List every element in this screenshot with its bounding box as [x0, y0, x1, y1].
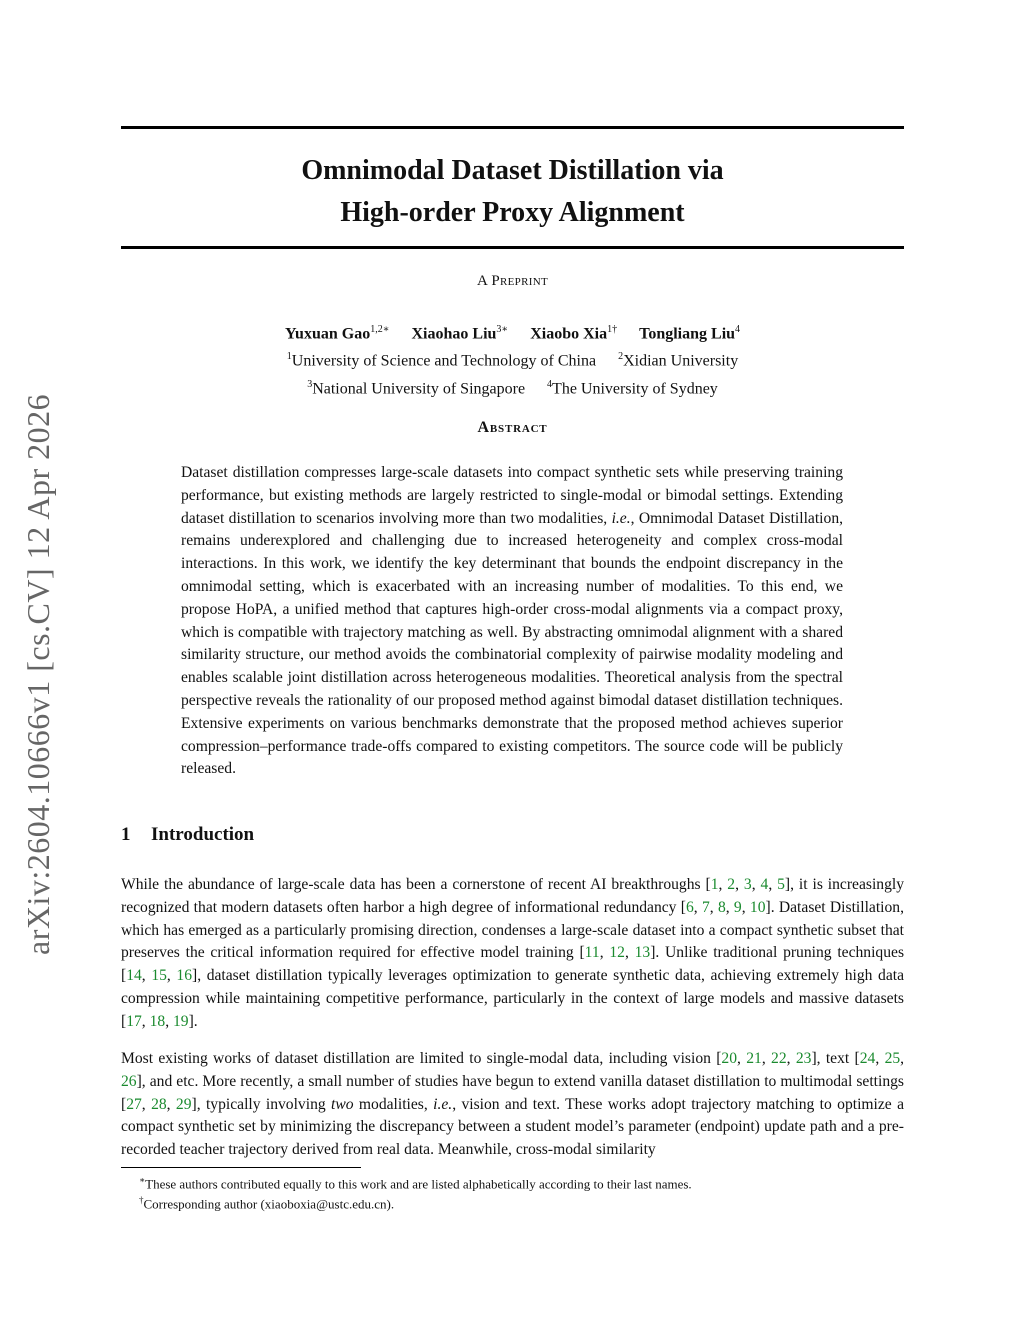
author-block — [121, 318, 904, 400]
affiliation: National University of Singapore — [312, 379, 526, 397]
citation-link[interactable]: 1 — [710, 876, 719, 893]
affiliation: Xidian University — [623, 352, 739, 370]
citation-link[interactable]: 15 — [151, 967, 167, 985]
section-title: Introduction — [151, 824, 255, 845]
author-mark: 1,2∗ — [370, 324, 390, 335]
body-text: ], it is increasingly recognized that modern datasets often harbor a high degree of informational redundancy [ — [121, 876, 905, 916]
affiliation-mark: 1 — [286, 351, 292, 363]
citation-link[interactable]: 16 — [176, 967, 193, 985]
body-text: , vision and text. These works adopt trajectory matching to optimize a compact synthetic set by minimizing the discrepancy between a student model’s parameter (endpoint) update path and a pre-recorded teacher trajectory derived from real data. Meanwhile, cross-modal similarity — [121, 1095, 905, 1159]
footnote-mark: † — [139, 1195, 144, 1205]
citation-link[interactable]: 29 — [175, 1095, 192, 1113]
citation-link[interactable]: 10 — [749, 898, 766, 916]
footnote-text: Corresponding author (xiaoboxia@ustc.edu.cn). — [143, 1196, 395, 1212]
abstract-body — [181, 462, 843, 781]
author-name: Xiaohao Liu — [411, 325, 497, 343]
abstract-heading: Abstract — [477, 419, 548, 436]
body-text: While the abundance of large-scale data has been a cornerstone of recent AI breakthroughs [ — [121, 876, 711, 893]
body-text: modalities, — [353, 1095, 434, 1113]
body-text: ]. — [188, 1012, 198, 1030]
title-top-rule — [121, 126, 904, 129]
citation-link[interactable]: 18 — [149, 1012, 166, 1030]
abstract-emphasis: i.e. — [611, 509, 631, 527]
intro-paragraph-1: While the abundance of large-scale data has been a cornerstone of recent AI breakthroughs [1, 2, 3, 4, 5], it is increasingly recognized that modern datasets often harbor a high degree of informational redundancy [6, 7, 8, 9, 10]. Dataset Distillation, which has emerged as a particularly promising direction, condenses a large-scale dataset into a compact synthetic subset that preserves the critical information required for effective model training [11, 12, 13]. Unlike traditional pruning techniques [14, 15, 16], dataset distillation typically leverages optimization to generate synthetic data, achieving extremely high data compression while maintaining competitive performance, particularly in the context of large models and massive datasets [17, 18, 19]. — [121, 876, 905, 1030]
abstract-text: , Omnimodal Dataset Distillation, remains underexplored and challenging due to increased heterogeneity and complex cross-modal interactions. In this work, we identify the key determinant that bounds the endpoint discrepancy in the omnimodal setting, which is exacerbated with an increasing number of modalities. To this end, we propose HoPA, a unified method that captures high-order cross-modal alignments via a compact proxy, which is compatible with trajectory matching as well. By abstracting omnimodal alignment with a shared similarity structure, our method avoids the combinatorial complexity of pairwise modality modeling and enables scalable joint distillation across heterogeneous modalities. Theoretical analysis from the spectral perspective reveals the rationality of our proposed method against bimodal dataset distillation techniques. Extensive experiments on various benchmarks demonstrate that the proposed method achieves superior compression–performance trade-offs compared to existing competitors. The source code will be publicly released. — [181, 509, 844, 778]
title-bottom-rule — [121, 246, 904, 249]
citation-link[interactable]: 11 — [584, 944, 600, 962]
citation-link[interactable]: 4 — [760, 876, 769, 893]
author-mark: 1† — [607, 324, 618, 335]
citation-link[interactable]: 22 — [771, 1050, 787, 1067]
section-heading-introduction — [121, 824, 254, 846]
section-number: 1 — [121, 824, 131, 845]
citation-link[interactable]: 6 — [685, 898, 694, 916]
author-name: Yuxuan Gao — [284, 325, 371, 343]
abstract-paragraph — [181, 462, 843, 781]
preprint-label: A Preprint — [477, 273, 548, 289]
citation-link[interactable]: 2 — [727, 876, 736, 893]
title-line-1: Omnimodal Dataset Distillation via — [301, 155, 724, 186]
footnote-corresponding-author — [139, 1191, 394, 1213]
citation-link[interactable]: 12 — [609, 944, 625, 962]
citation-link[interactable]: 3 — [743, 876, 752, 893]
footnote-text: These authors contributed equally to this work and are listed alphabetically according to their last names. — [145, 1176, 692, 1192]
affiliation-line-1 — [121, 345, 904, 372]
citation-link[interactable]: 27 — [126, 1095, 142, 1113]
author-name: Xiaobo Xia — [530, 325, 608, 343]
citation-link[interactable]: 14 — [126, 967, 142, 985]
paper-title — [121, 150, 904, 234]
affiliation-mark: 2 — [618, 351, 624, 363]
citation-link[interactable]: 28 — [151, 1095, 167, 1113]
footnote-mark: ∗ — [139, 1175, 146, 1185]
body-text: ], dataset distillation typically leverages optimization to generate synthetic data, achieving extremely high data compression while maintaining competitive performance, particularly in the context of large models and massive datasets [ — [121, 967, 905, 1030]
affiliation-mark: 4 — [547, 378, 553, 390]
citation-link[interactable]: 26 — [121, 1072, 137, 1090]
intro-paragraph-2: Most existing works of dataset distillation are limited to single-modal data, including vision [20, 21, 22, 23], text [24, 25, 26], and etc. More recently, a small number of studies have begun to extend vanilla dataset distillation to multimodal settings [27, 28, 29], typically involving two modalities, i.e., vision and text. These works adopt trajectory matching to optimize a compact synthetic set by minimizing the discrepancy between a student model’s parameter (endpoint) update path and a pre-recorded teacher trajectory derived from real data. Meanwhile, cross-modal similarity — [121, 1050, 905, 1159]
body-text: ]. Unlike traditional pruning techniques [ — [121, 944, 905, 985]
citation-link[interactable]: 7 — [701, 898, 710, 916]
citation-link[interactable]: 23 — [795, 1050, 812, 1067]
citation-link[interactable]: 13 — [634, 944, 651, 962]
affiliation: University of Science and Technology of China — [291, 352, 597, 370]
citation-link[interactable]: 5 — [777, 876, 785, 893]
author-name: Tongliang Liu — [639, 325, 736, 343]
citation-link[interactable]: 21 — [746, 1050, 762, 1067]
citation-link[interactable]: 8 — [717, 898, 726, 916]
body-text: ], typically involving — [191, 1095, 332, 1113]
affiliation-mark: 3 — [307, 378, 313, 390]
body-text: ], text [ — [811, 1050, 860, 1067]
citation-link[interactable]: 25 — [884, 1050, 901, 1067]
author-names — [121, 318, 904, 345]
body-emphasis: i.e. — [433, 1095, 453, 1113]
footnote-rule — [121, 1167, 361, 1168]
affiliation: The University of Sydney — [552, 379, 718, 397]
affiliation-line-2 — [121, 373, 904, 400]
abstract-text: Dataset distillation compresses large-scale datasets into compact synthetic sets while preserving training performance, but existing methods are largely restricted to single-modal or bimodal settings. Extending dataset distillation to scenarios involving more than two modalities, — [181, 464, 843, 527]
body-emphasis: two — [331, 1095, 354, 1113]
body-text: Most existing works of dataset distillation are limited to single-modal data, including vision [ — [121, 1050, 722, 1067]
footnote-equal-contribution — [139, 1171, 692, 1193]
body-text: ]. Dataset Distillation, which has emerged as a particularly promising direction, condenses a large-scale dataset into a compact synthetic subset that preserves the critical information required for effective model training [ — [121, 898, 904, 962]
citation-link[interactable]: 19 — [172, 1012, 189, 1030]
arxiv-identifier: arXiv:2604.10666v1 [cs.CV] 12 Apr 2026 — [20, 393, 56, 955]
author-mark: 3∗ — [496, 324, 509, 335]
title-line-2: High-order Proxy Alignment — [340, 197, 685, 228]
author-mark: 4 — [735, 324, 741, 335]
citation-link[interactable]: 24 — [859, 1050, 876, 1067]
body-text: ], and etc. More recently, a small number of studies have begun to extend vanilla dataset distillation to multimodal settings [ — [121, 1072, 904, 1113]
citation-link[interactable]: 17 — [126, 1012, 142, 1030]
citation-link[interactable]: 9 — [733, 898, 742, 916]
citation-link[interactable]: 20 — [721, 1050, 738, 1067]
